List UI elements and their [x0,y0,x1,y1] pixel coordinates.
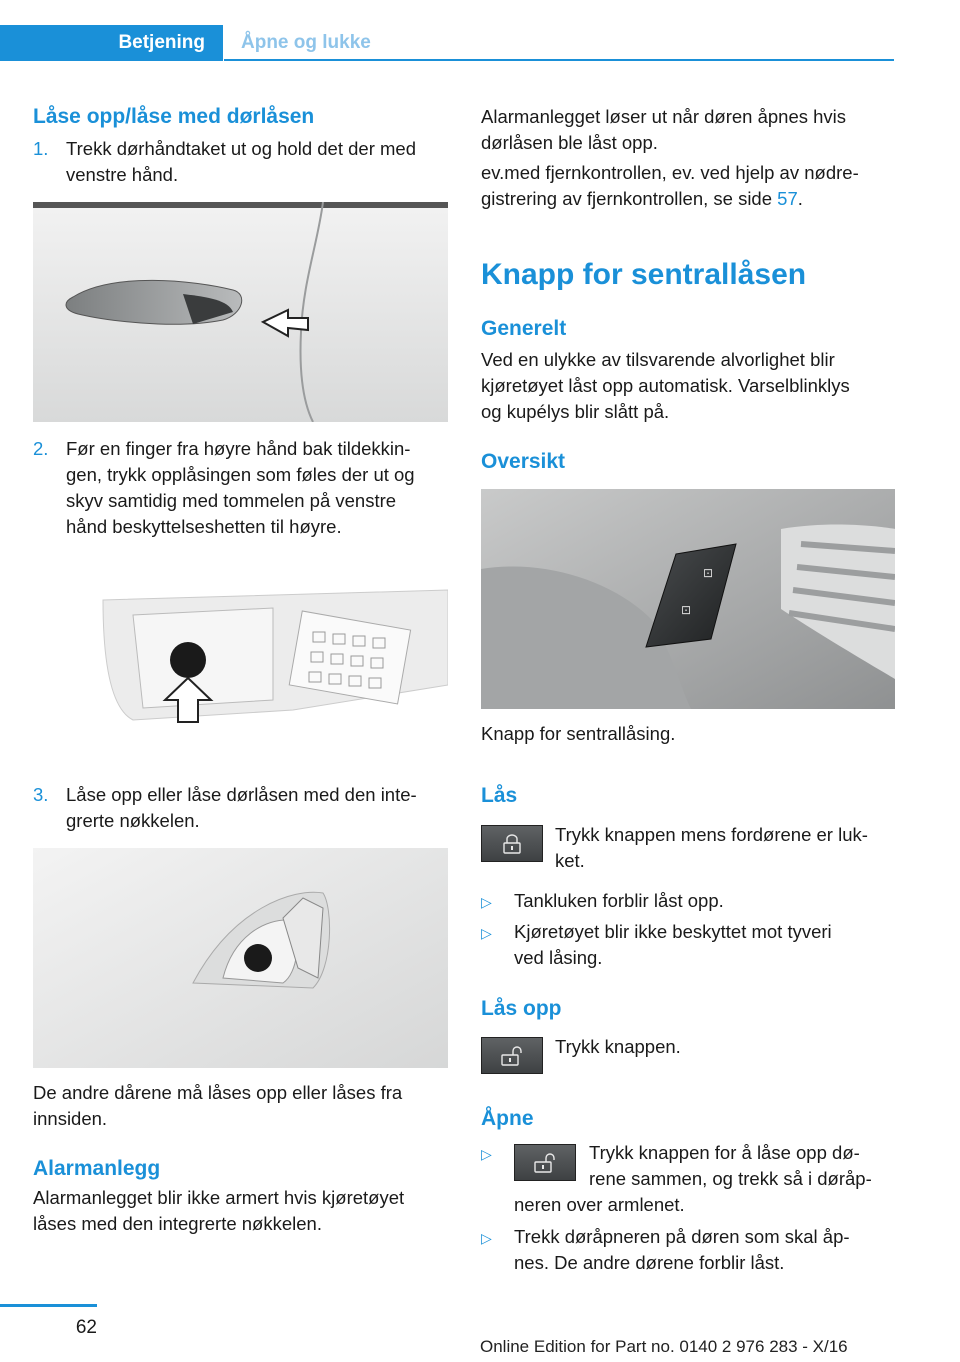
paragraph-line: Ved en ulykke av tilsvarende alvorlighet blir [481,349,835,370]
step-number: 2. [33,438,49,459]
step-2 [33,436,453,540]
general-paragraph [481,347,901,425]
bullet-text: ved låsing. [514,947,603,968]
overview-heading: Oversikt [481,450,566,473]
page-reference-link[interactable]: 57 [777,188,798,209]
step-text: hånd beskyttelseshetten til høyre. [66,516,342,537]
bullet-text: Trykk knappen for å låse opp dø- [589,1142,860,1163]
unlock-button-symbol [481,1037,543,1074]
lock-heading: Lås [481,784,518,807]
page-number: 62 [75,1317,97,1338]
section-heading-door-lock: Låse opp/låse med dørlåsen [33,105,315,128]
paragraph-line: og kupélys blir slått på. [481,401,670,422]
bullet-text: rene sammen, og trekk så i døråp- [589,1168,872,1189]
bullet-icon: ▷ [481,1230,492,1246]
step-text: Trekk dørhåndtaket ut og hold det der med [66,138,416,159]
bullet-text: Trekk døråpneren på døren som skal åp- [514,1226,850,1247]
paragraph-line: låses med den integrerte nøkkelen. [33,1213,322,1234]
remote-paragraph [481,160,901,212]
alarm-trigger-paragraph [481,104,901,156]
bullet-icon: ▷ [481,1146,492,1162]
bullet-text: nes. De andre dørene forblir låst. [514,1252,785,1273]
unlock-instruction: Trykk knappen. [555,1036,681,1057]
lock-button-symbol [481,825,543,862]
step-text: Låse opp eller låse dørlåsen med den inte- [66,784,417,805]
bullet-icon: ▷ [481,894,492,910]
section-tab: Betjening [0,25,223,61]
alarm-heading: Alarmanlegg [33,1157,161,1180]
unlock-heading: Lås opp [481,997,562,1020]
subsection-tab: Åpne og lukke [241,32,371,53]
step-text: venstre hånd. [66,164,179,185]
open-bullet-2 [481,1224,901,1276]
step-text: gen, trykk opplåsingen som føles der ut og [66,464,415,485]
paragraph-line: Alarmanlegget løser ut når døren åpnes hvis [481,106,847,127]
lock-cover-illustration [33,560,448,740]
paragraph-line: kjøretøyet låst opp automatisk. Varselblinklys [481,375,850,396]
chapter-heading: Knapp for sentrallåsen [481,258,807,291]
photo-caption: Knapp for sentrallåsing. [481,723,676,744]
step-number: 3. [33,784,49,805]
alarm-paragraph [33,1185,453,1237]
step-text: Før en finger fra høyre hånd bak tildekkin- [66,438,411,459]
paragraph-line: gistrering av fjernkontrollen, se side [481,188,778,209]
general-heading: Generelt [481,317,567,340]
paragraph-line: ket. [555,850,585,871]
svg-text:⊡: ⊡ [681,603,692,617]
other-doors-paragraph [33,1080,453,1132]
door-handle-illustration [33,202,448,422]
punctuation: . [797,188,803,209]
lock-icon [501,834,523,854]
bullet-text: Tankluken forblir låst opp. [514,890,724,911]
bullet-text: neren over armlenet. [514,1194,685,1215]
lock-bullet-1 [481,888,901,915]
unlock-button-symbol-small [514,1144,576,1181]
step-text: grerte nøkkelen. [66,810,200,831]
paragraph-line: ev.med fjernkontrollen, ev. ved hjelp av nødre- [481,162,859,183]
step-number: 1. [33,138,49,159]
step-text: skyv samtidig med tommelen på venstre [66,490,397,511]
open-heading: Åpne [481,1107,534,1130]
integrated-key-illustration [33,848,448,1068]
bullet-text: Kjøretøyet blir ikke beskyttet mot tyveri [514,921,832,942]
header-rule [224,59,894,61]
step-3 [33,782,453,834]
unlock-icon [533,1153,557,1173]
edition-note: Online Edition for Part no. 0140 2 976 283 - X/16 [480,1337,848,1356]
paragraph-line: Alarmanlegget blir ikke armert hvis kjøretøyet [33,1187,405,1208]
central-lock-button-photo [481,489,895,709]
paragraph-line: De andre dårene må låses opp eller låses fra [33,1082,403,1103]
paragraph-line: Trykk knappen mens fordørene er luk- [555,824,868,845]
svg-text:⊡: ⊡ [703,566,714,580]
paragraph-line: dørlåsen ble låst opp. [481,132,658,153]
lock-bullet-2 [481,919,901,971]
bullet-icon: ▷ [481,925,492,941]
paragraph-line: innsiden. [33,1108,108,1129]
step-1 [33,136,453,188]
unlock-icon [500,1046,524,1066]
lock-instruction [555,822,900,874]
footer-rule [0,1304,97,1307]
